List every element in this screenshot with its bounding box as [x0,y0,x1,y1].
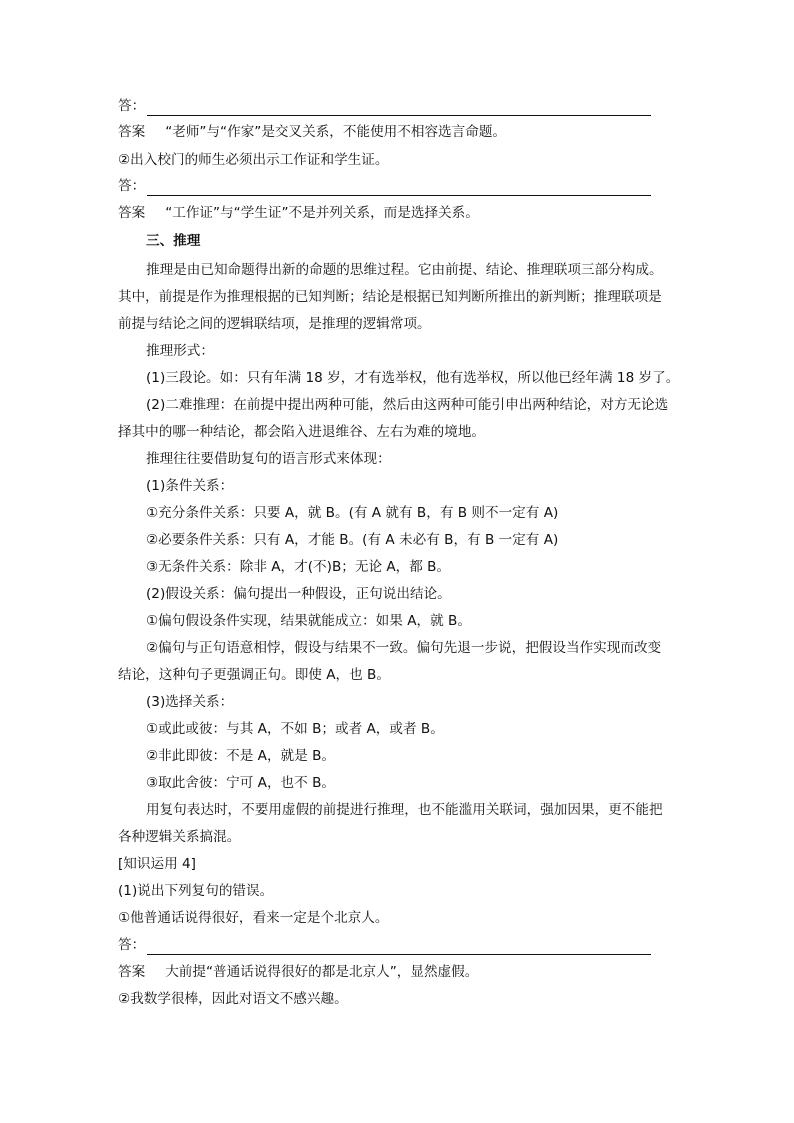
answer-prompt: 答： [118,178,146,194]
paragraph-line: ①他普通话说得很好，看来一定是个北京人。 [118,910,389,926]
paragraph-line: 前提与结论之间的逻辑联结项，是推理的逻辑常项。 [118,316,431,332]
answer-blank-line[interactable] [147,180,651,196]
answer-prompt: 答： [118,98,146,114]
paragraph-line: 推理往往要借助复句的语言形式来体现： [146,451,391,467]
answer-text: 大前提“普通话说得很好的都是北京人”，显然虚假。 [165,964,479,980]
paragraph-line: ①充分条件关系：只要 A，就 B。(有 A 就有 B，有 B 则不一定有 A) [146,505,559,521]
section-heading: 三、推理 [146,233,201,249]
paragraph-line: 结论，这种句子更强调正句。即使 A，也 B。 [118,667,390,683]
paragraph-line: ①偏句假设条件实现，结果就能成立：如果 A，就 B。 [146,613,471,629]
answer-prompt: 答： [118,937,146,953]
paragraph-line: (1)说出下列复句的错误。 [118,883,274,899]
paragraph-line: (1)三段论。如：只有年满 18 岁，才有选举权，他有选举权，所以他已经年满 18 岁了。 [146,370,680,386]
answer-label: 答案 [118,205,146,221]
answer-label: 答案 [118,124,146,140]
paragraph-line: [知识运用 4] [118,856,196,872]
answer-blank-row[interactable] [118,935,688,955]
paragraph-line: ①或此或彼：与其 A，不如 B；或者 A，或者 B。 [146,721,444,737]
answer-line [118,122,688,142]
paragraph-line: 推理形式： [146,343,214,359]
paragraph-line: ③取此舍彼：宁可 A，也不 B。 [146,775,335,791]
paragraph-line: ②偏句与正句语意相悖，假设与结果不一致。偏句先退一步说，把假设当作实现而改变 [146,640,662,656]
paragraph-line: 各种逻辑关系搞混。 [118,829,241,845]
answer-line [118,203,688,223]
paragraph-line: ②出入校门的师生必须出示工作证和学生证。 [118,152,389,168]
answer-blank-row[interactable] [118,96,688,116]
answer-text: “老师”与“作家”是交叉关系，不能使用不相容选言命题。 [165,124,507,140]
paragraph-line: (1)条件关系： [146,478,234,494]
paragraph-line: 择其中的哪一种结论，都会陷入进退维谷、左右为难的境地。 [118,424,486,440]
answer-blank-line[interactable] [147,939,651,955]
paragraph-line: (3)选择关系： [146,694,234,710]
paragraph-line: (2)假设关系：偏句提出一种假设，正句说出结论。 [146,586,451,602]
answer-blank-row[interactable] [118,176,688,196]
paragraph-line: ②我数学很棒，因此对语文不感兴趣。 [118,991,348,1007]
paragraph-line: (2)二难推理：在前提中提出两种可能，然后由这两种可能引申出两种结论，对方无论选 [146,397,669,413]
answer-text: “工作证”与“学生证”不是并列关系，而是选择关系。 [165,205,479,221]
answer-blank-line[interactable] [147,100,651,116]
answer-label: 答案 [118,964,146,980]
paragraph-line: ②非此即彼：不是 A，就是 B。 [146,748,335,764]
paragraph-line: 用复句表达时，不要用虚假的前提进行推理，也不能滥用关联词，强加因果，更不能把 [146,802,663,818]
answer-line [118,962,688,982]
paragraph-line: ②必要条件关系：只有 A，才能 B。(有 A 未必有 B，有 B 一定有 A) [146,532,559,548]
paragraph-line: ③无条件关系：除非 A，才(不)B；无论 A，都 B。 [146,559,451,575]
paragraph-line: 其中，前提是作为推理根据的已知判断；结论是根据已知判断所推出的新判断；推理联项是 [118,289,662,305]
paragraph-line: 推理是由已知命题得出新的命题的思维过程。它由前提、结论、推理联项三部分构成。 [146,262,663,278]
